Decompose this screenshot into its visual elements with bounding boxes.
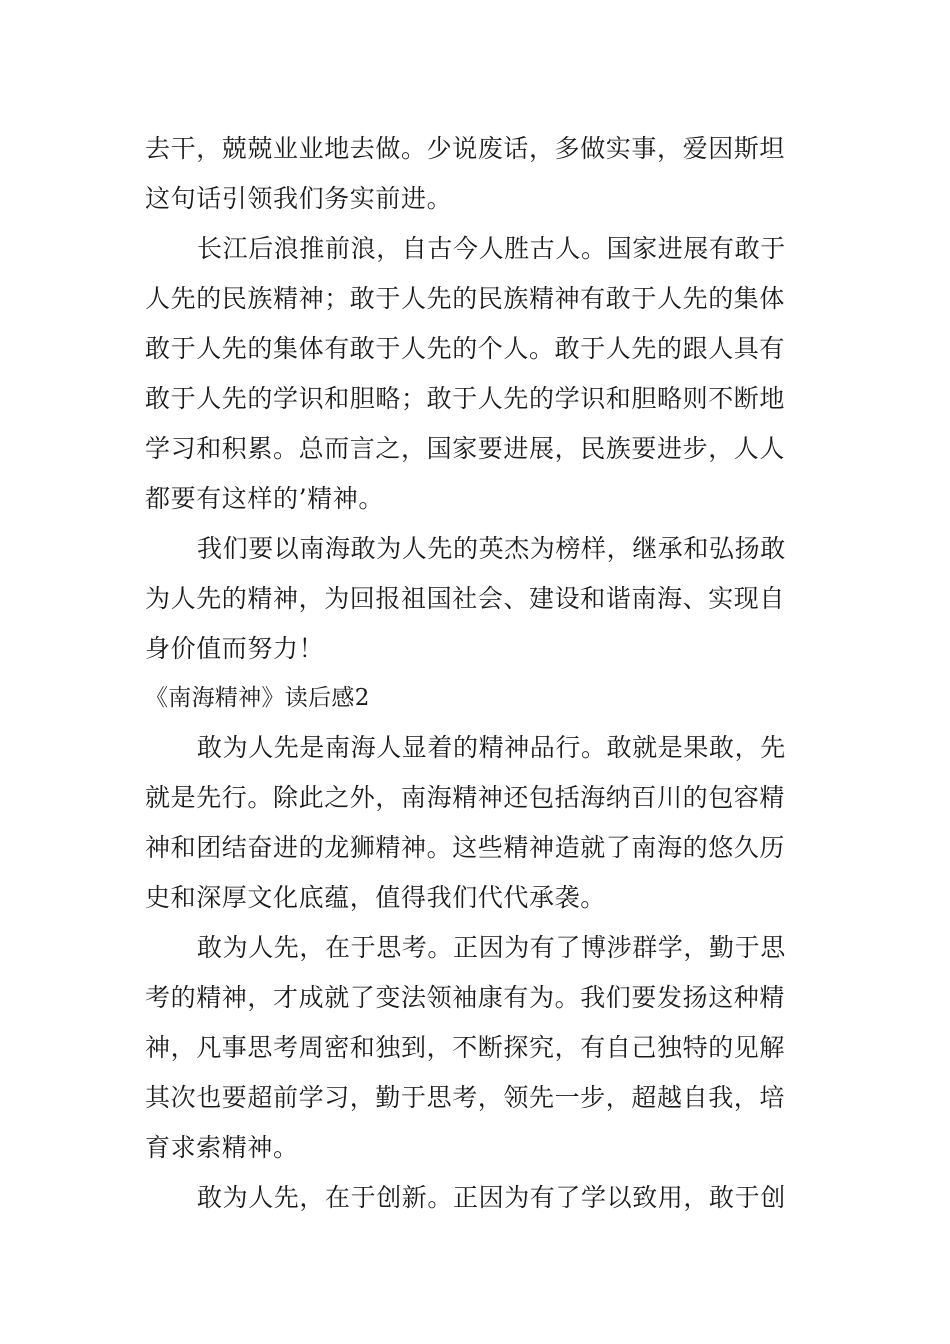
text-line: 去干，兢兢业业地去做。少说废话，多做实事，爱因斯坦 [145,134,786,163]
text-line: 人先的民族精神；敢于人先的民族精神有敢于人先的集体 [145,284,786,313]
paragraph-first-line: 我们要以南海敢为人先的英杰为榜样，继承和弘扬敢 [197,534,786,563]
text-line: 神，凡事思考周密和独到，不断探究，有自己独特的见解 [145,1033,786,1062]
paragraph-first-line: 长江后浪推前浪，自古今人胜古人。国家进展有敢于 [197,234,786,263]
text-line: 其次也要超前学习，勤于思考，领先一步，超越自我，培 [145,1083,786,1112]
text-line: 育求索精神。 [145,1133,299,1162]
text-line: 史和深厚文化底蕴，值得我们代代承袭。 [145,883,606,912]
text-line: 敢于人先的学识和胆略；敢于人先的学识和胆略则不断地 [145,384,786,413]
text-line: 都要有这样的’精神。 [145,484,384,513]
text-line: 身价值而努力！ [145,634,325,663]
text-line: 就是先行。除此之外，南海精神还包括海纳百川的包容精 [145,783,786,812]
text-line: 敢于人先的集体有敢于人先的个人。敢于人先的跟人具有 [145,334,786,363]
text-line: 这句话引领我们务实前进。 [145,184,453,213]
paragraph-first-line: 敢为人先，在于创新。正因为有了学以致用，敢于创 [197,1183,786,1212]
text-line: 学习和积累。总而言之，国家要进展，民族要进步，人人 [145,434,786,463]
section-heading: 《南海精神》读后感2 [145,685,370,711]
text-line: 神和团结奋进的龙狮精神。这些精神造就了南海的悠久历 [145,833,786,862]
text-line: 考的精神，才成就了变法领袖康有为。我们要发扬这种精 [145,983,786,1012]
paragraph-first-line: 敢为人先，在于思考。正因为有了博涉群学，勤于思 [197,933,786,962]
paragraph-first-line: 敢为人先是南海人显着的精神品行。敢就是果敢，先 [197,733,786,762]
text-line: 为人先的精神，为回报祖国社会、建设和谐南海、实现自 [145,584,786,613]
